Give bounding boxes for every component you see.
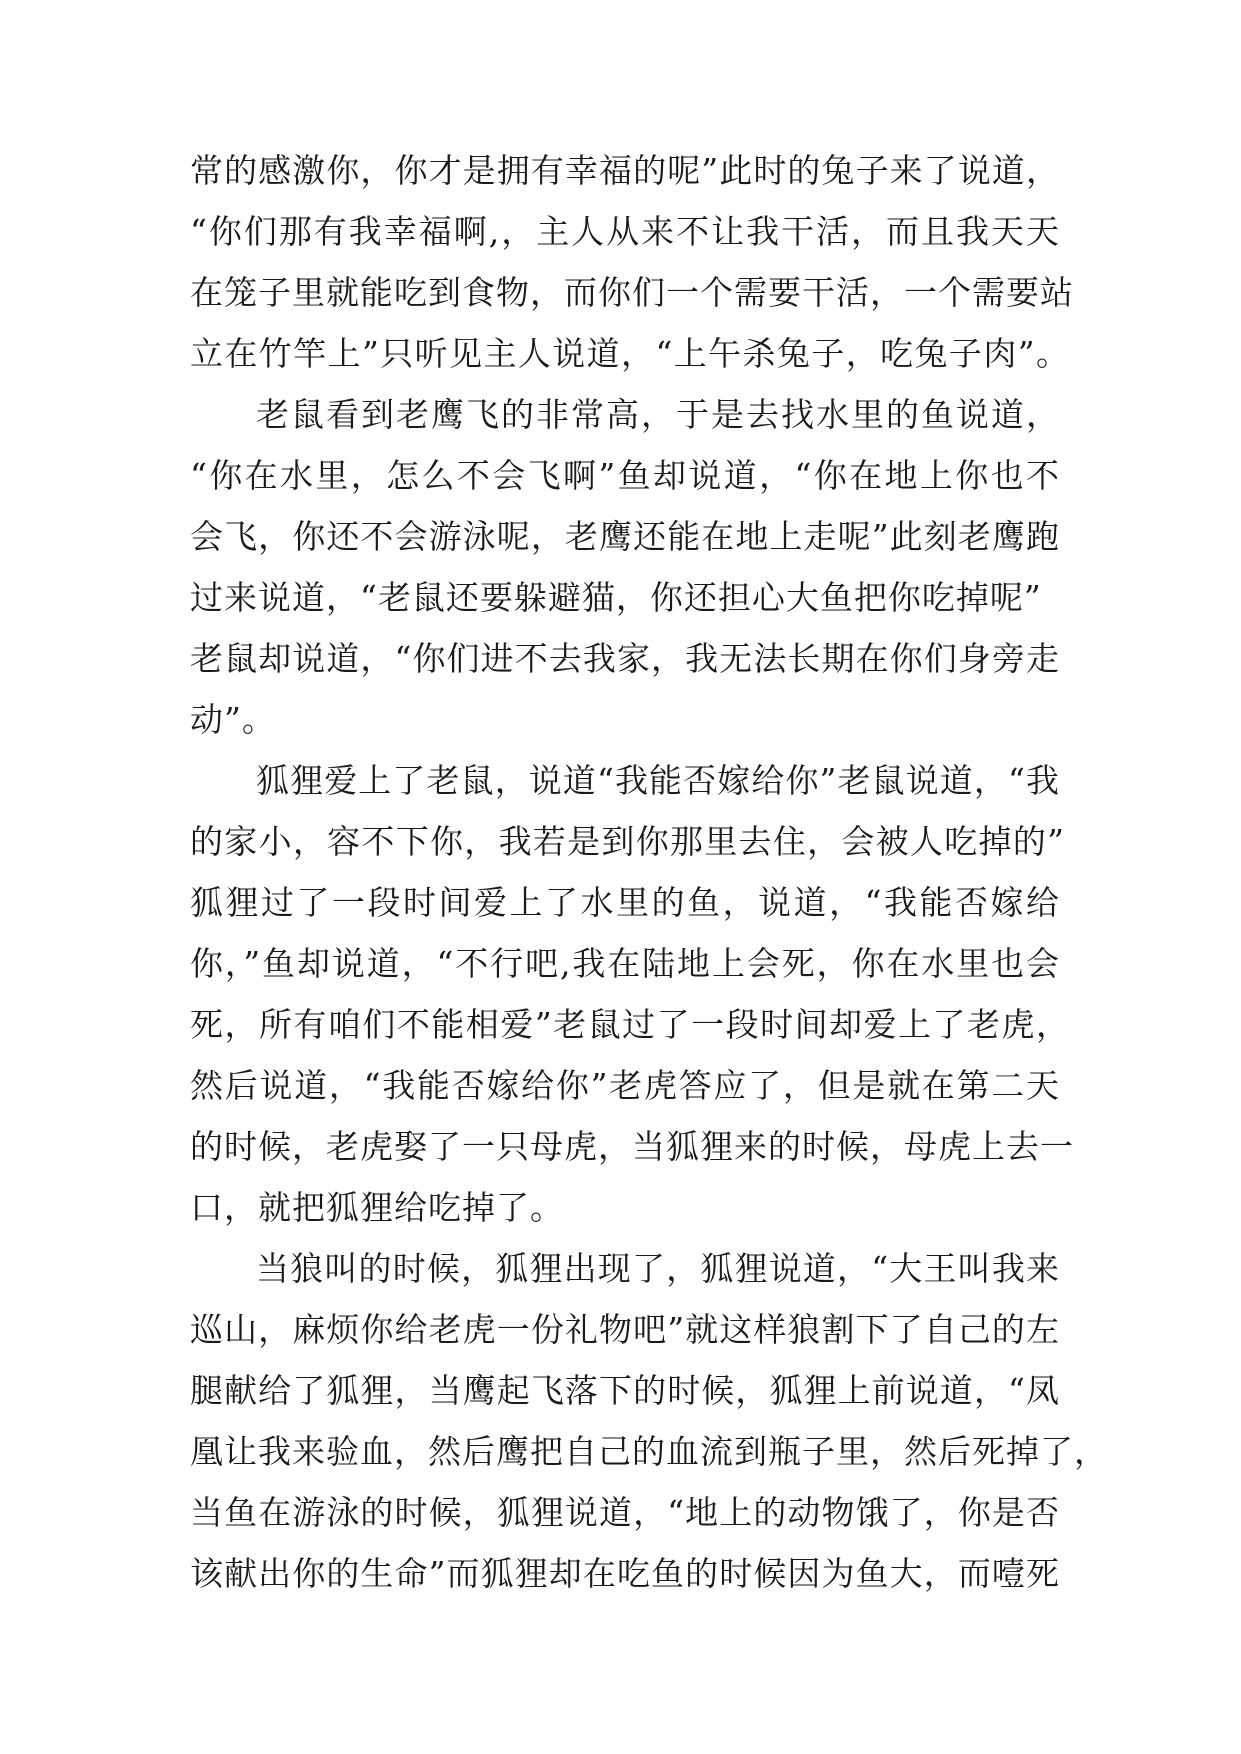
text-line: 狐狸过了一段时间爱上了水里的鱼，说道，“我能否嫁给 — [190, 883, 1060, 922]
text-line: 在笼子里就能吃到食物，而你们一个需要干活，一个需要站 — [190, 273, 1074, 312]
text-line: 然后说道，“我能否嫁给你”老虎答应了，但是就在第二天 — [190, 1066, 1060, 1105]
text-line: 会飞，你还不会游泳呢，老鹰还能在地上走呢”此刻老鹰跑 — [190, 517, 1060, 556]
text-line: 过来说道，“老鼠还要躲避猫，你还担心大鱼把你吃掉呢” — [190, 578, 1042, 617]
text-line: 腿献给了狐狸，当鹰起飞落下的时候，狐狸上前说道，“凤 — [190, 1371, 1060, 1410]
text-line: 常的感激你，你才是拥有幸福的呢”此时的兔子来了说道， — [190, 151, 1060, 190]
text-line: 老鼠却说道，“你们进不去我家，我无法长期在你们身旁走 — [190, 639, 1060, 678]
text-line: 当鱼在游泳的时候，狐狸说道，“地上的动物饿了，你是否 — [190, 1493, 1060, 1532]
text-line: 死，所有咱们不能相爱”老鼠过了一段时间却爱上了老虎， — [190, 1005, 1070, 1044]
text-line: 巡山，麻烦你给老虎一份礼物吧”就这样狼割下了自己的左 — [190, 1310, 1060, 1349]
text-line: “你在水里，怎么不会飞啊”鱼却说道，“你在地上你也不 — [190, 456, 1060, 495]
text-line: 你，”鱼却说道，“不行吧,我在陆地上会死，你在水里也会 — [190, 944, 1060, 983]
text-line: 该献出你的生命”而狐狸却在吃鱼的时候因为鱼大，而噎死 — [190, 1554, 1060, 1593]
text-line: 凰让我来验血，然后鹰把自己的血流到瓶子里，然后死掉了， — [190, 1432, 1108, 1471]
text-line: 老鼠看到老鹰飞的非常高，于是去找水里的鱼说道， — [256, 395, 1060, 434]
text-line: 口，就把狐狸给吃掉了。 — [190, 1188, 564, 1227]
text-line: 动”。 — [190, 700, 276, 739]
text-line: 的时候，老虎娶了一只母虎，当狐狸来的时候，母虎上去一 — [190, 1127, 1074, 1166]
text-line: 立在竹竿上”只听见主人说道，“上午杀兔子，吃兔子肉”。 — [190, 334, 1070, 373]
text-line: 的家小，容不下你，我若是到你那里去住，会被人吃掉的” — [190, 822, 1065, 861]
text-line: 狐狸爱上了老鼠，说道“我能否嫁给你”老鼠说道，“我 — [256, 761, 1060, 800]
text-line: “你们那有我幸福啊,，主人从来不让我干活，而且我天天 — [190, 212, 1060, 251]
text-line: 当狼叫的时候，狐狸出现了，狐狸说道，“大王叫我来 — [256, 1249, 1060, 1288]
